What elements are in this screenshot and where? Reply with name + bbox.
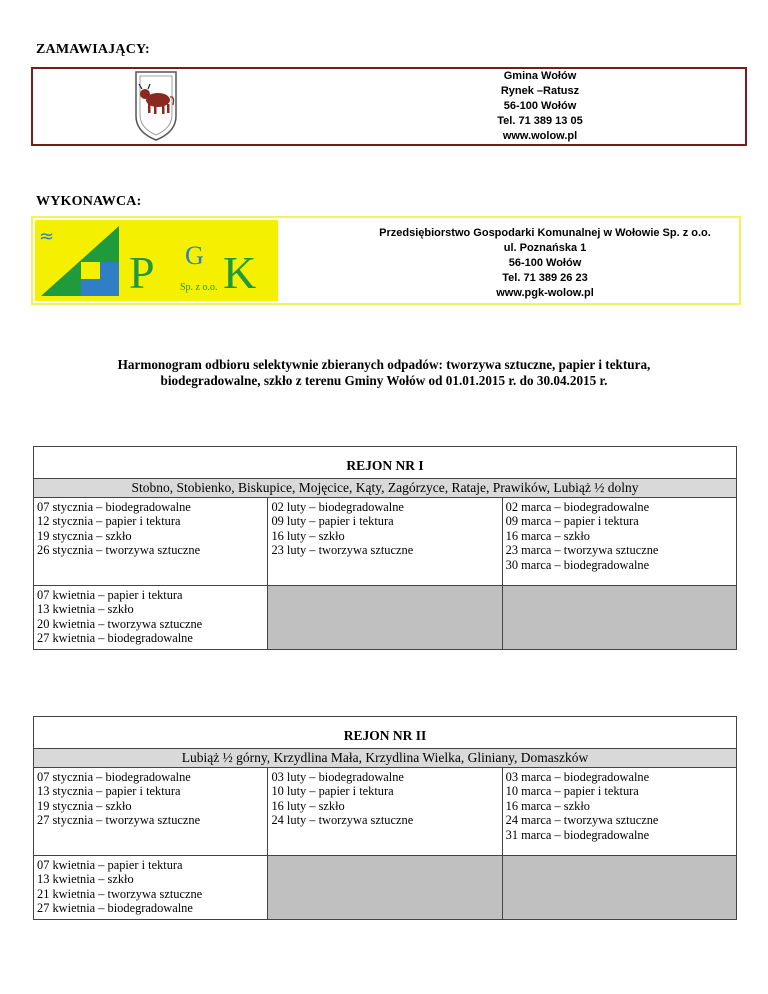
zam-line: 56-100 Wołów bbox=[503, 100, 577, 112]
rejon-2-february: 03 luty – biodegradowalne 10 luty – papier i tektura 16 luty – szkło 24 luty – tworzywa sztuczne bbox=[268, 767, 502, 855]
pgk-logo-icon bbox=[35, 220, 278, 301]
zam-line: Tel. 71 389 13 05 bbox=[497, 115, 583, 127]
wykonawca-info bbox=[350, 226, 740, 301]
zam-line: Rynek –Ratusz bbox=[500, 85, 580, 97]
title-line-2: biodegradowalne, szkło z terenu Gminy Wołów od 01.01.2015 r. do 30.04.2015 r. bbox=[160, 373, 608, 388]
zamawiajacy-info bbox=[440, 69, 640, 144]
pgk-subtext: Sp. z o.o. bbox=[180, 282, 218, 293]
rejon-2-march: 03 marca – biodegradowalne 10 marca – papier i tektura 16 marca – szkło 24 marca – tworzywa sztuczne 31 marca – biodegradowalne bbox=[502, 767, 736, 855]
rejon-1-empty-cell bbox=[502, 585, 736, 649]
pgk-letter-k: K bbox=[223, 247, 257, 298]
wyk-line: Tel. 71 389 26 23 bbox=[502, 272, 588, 284]
wolow-crest-icon bbox=[134, 70, 178, 142]
rejon-2-april: 07 kwietnia – papier i tektura 13 kwietnia – szkło 21 kwietnia – tworzywa sztuczne 27 kwietnia – biodegradowalne bbox=[34, 855, 268, 919]
rejon-1-april: 07 kwietnia – papier i tektura 13 kwietnia – szkło 20 kwietnia – tworzywa sztuczne 27 kwietnia – biodegradowalne bbox=[34, 585, 268, 649]
zamawiajacy-label: ZAMAWIAJĄCY: bbox=[36, 42, 150, 57]
zam-line: Gmina Wołów bbox=[503, 70, 577, 82]
rejon-1-table bbox=[33, 446, 737, 650]
rejon-1-february: 02 luty – biodegradowalne 09 luty – papier i tektura 16 luty – szkło 23 luty – tworzywa sztuczne bbox=[268, 497, 502, 585]
title-line-1: Harmonogram odbioru selektywnie zbieranych odpadów: tworzywa sztuczne, papier i tektura, bbox=[117, 357, 651, 372]
rejon-2-areas: Lubiąż ½ górny, Krzydlina Mała, Krzydlina Wielka, Gliniany, Domaszków bbox=[34, 748, 737, 767]
rejon-2-name: REJON NR II bbox=[34, 717, 737, 749]
pgk-letter-p: P bbox=[129, 247, 155, 298]
rejon-1-name: REJON NR I bbox=[34, 447, 737, 479]
schedule-title bbox=[60, 357, 708, 389]
wyk-line: Przedsiębiorstwo Gospodarki Komunalnej w Wołowie Sp. z o.o. bbox=[379, 227, 711, 239]
pgk-wave: ≈ bbox=[39, 226, 55, 247]
rejon-1-areas: Stobno, Stobienko, Biskupice, Mojęcice, Kąty, Zagórzyce, Rataje, Prawików, Lubiąż ½ dolny bbox=[34, 478, 737, 497]
rejon-2-empty-cell bbox=[502, 855, 736, 919]
wykonawca-label: WYKONAWCA: bbox=[36, 194, 142, 209]
wyk-line: 56-100 Wołów bbox=[508, 257, 582, 269]
rejon-1-empty-cell bbox=[268, 585, 502, 649]
rejon-1-march: 02 marca – biodegradowalne 09 marca – papier i tektura 16 marca – szkło 23 marca – tworzywa sztuczne 30 marca – biodegradowalne bbox=[502, 497, 736, 585]
rejon-2-table bbox=[33, 716, 737, 920]
rejon-1-january: 07 stycznia – biodegradowalne 12 stycznia – papier i tektura 19 stycznia – szkło 26 stycznia – tworzywa sztuczne bbox=[34, 497, 268, 585]
wyk-line: ul. Poznańska 1 bbox=[503, 242, 587, 254]
zam-line: www.wolow.pl bbox=[502, 130, 578, 142]
wyk-line: www.pgk-wolow.pl bbox=[496, 287, 594, 299]
rejon-2-january: 07 stycznia – biodegradowalne 13 stycznia – papier i tektura 19 stycznia – szkło 27 stycznia – tworzywa sztuczne bbox=[34, 767, 268, 855]
pgk-logo bbox=[35, 220, 278, 301]
rejon-2-empty-cell bbox=[268, 855, 502, 919]
pgk-letter-g: G bbox=[185, 241, 204, 270]
